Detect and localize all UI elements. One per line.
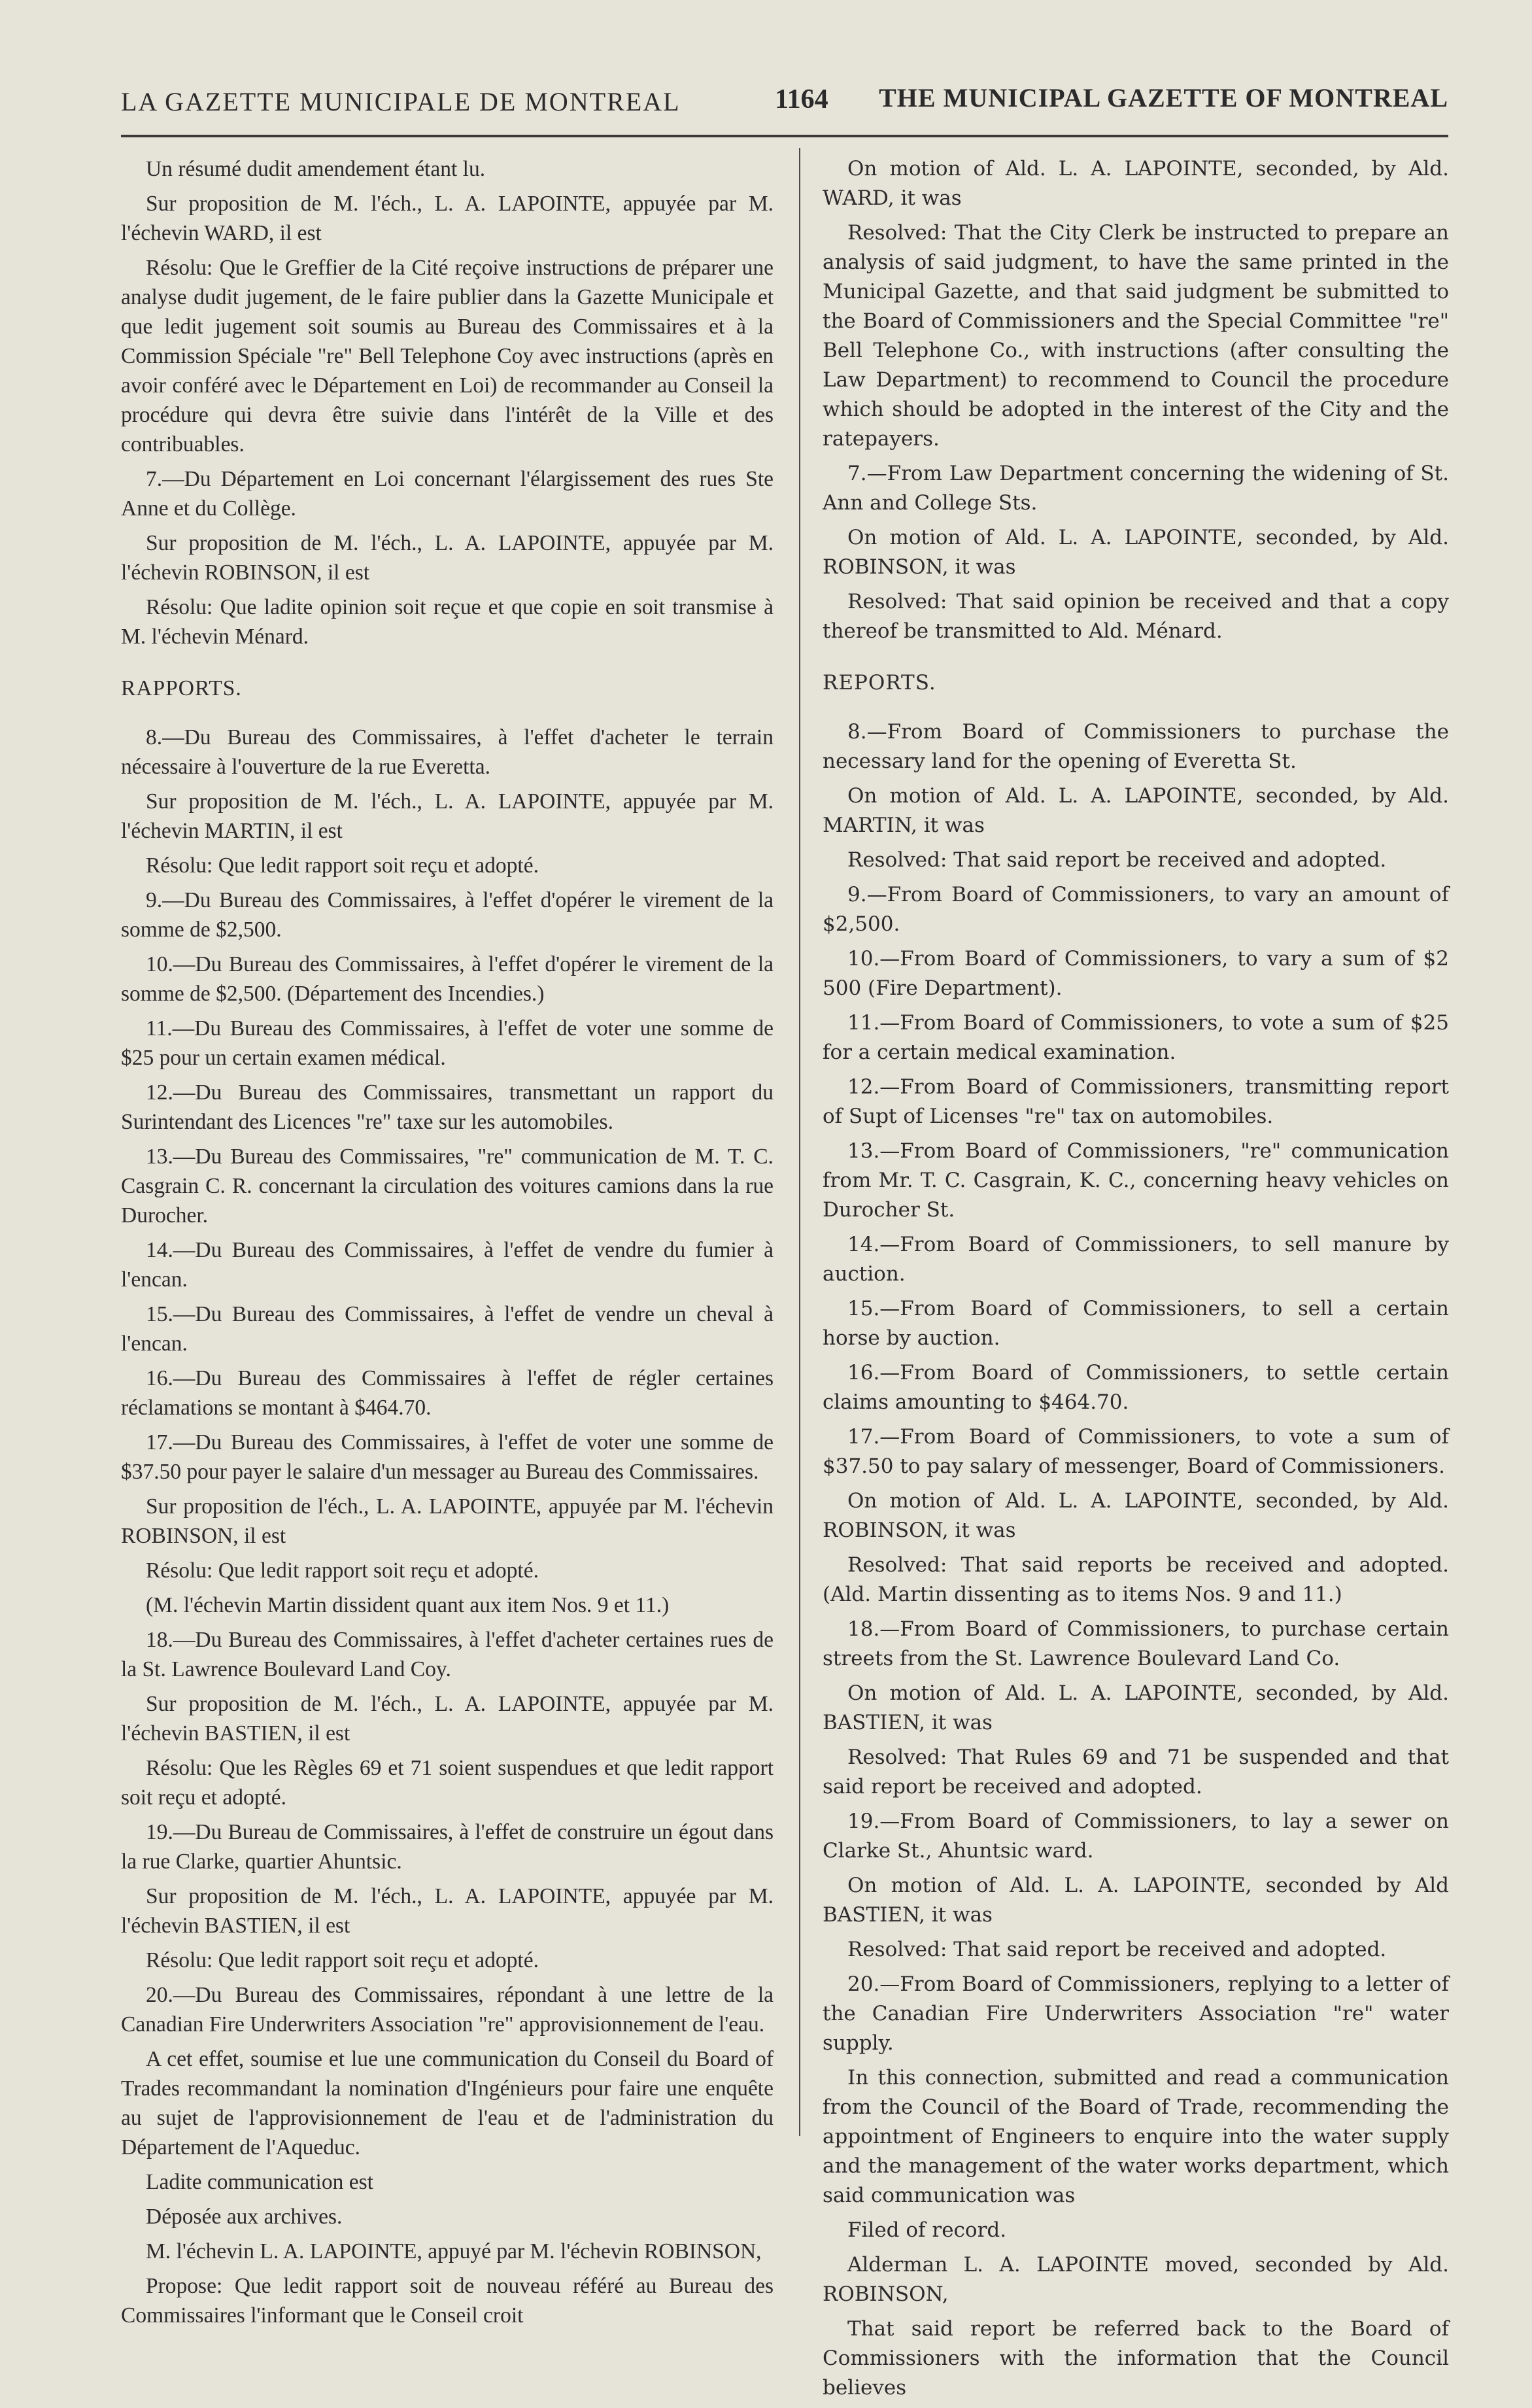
paragraph: Ladite communication est: [146, 2170, 373, 2194]
section-heading: REPORTS.: [823, 671, 936, 695]
paragraph: 9.—Du Bureau des Commissaires, à l'effet d'opérer le virement de la somme de $2,500.: [121, 888, 774, 942]
paragraph: On motion of Ald. L. A. LAPOINTE, seconded, by Ald. BASTIEN, it was: [823, 1681, 1449, 1734]
paragraph: Resolved: That said report be received and adopted.: [847, 848, 1387, 872]
paragraph: M. l'échevin L. A. LAPOINTE, appuyé par M. l'échevin ROBINSON,: [146, 2239, 762, 2263]
page-header: [121, 77, 1448, 129]
paragraph: 13.—From Board of Commissioners, "re" communication from Mr. T. C. Casgrain, K. C., concerning heavy vehicles on Durocher St.: [823, 1139, 1449, 1222]
page-number: 1164: [775, 84, 828, 114]
paragraph: 10.—From Board of Commissioners, to vary a sum of $2 500 (Fire Department).: [823, 947, 1449, 1000]
header-rule: [121, 135, 1448, 137]
paragraph: 15.—Du Bureau des Commissaires, à l'effet de vendre un cheval à l'encan.: [121, 1302, 774, 1356]
paragraph: On motion of Ald. L. A. LAPOINTE, seconded, by Ald. MARTIN, it was: [823, 784, 1449, 837]
paragraph: 11.—From Board of Commissioners, to vote a sum of $25 for a certain medical examination.: [823, 1011, 1449, 1064]
paragraph: Resolved: That Rules 69 and 71 be suspended and that said report be received and adopted.: [823, 1746, 1449, 1798]
paragraph: 13.—Du Bureau des Commissaires, "re" communication de M. T. C. Casgrain C. R. concernant la circulation des voitures camions dans la rue Durocher.: [121, 1144, 774, 1228]
paragraph: (M. l'échevin Martin dissident quant aux item Nos. 9 et 11.): [146, 1593, 670, 1617]
paragraph: 18.—From Board of Commissioners, to purchase certain streets from the St. Lawrence Boulevard Land Co.: [823, 1617, 1449, 1670]
paragraph: Resolved: That said opinion be received and that a copy thereof be transmitted to Ald. Ménard.: [823, 590, 1449, 643]
paragraph: 10.—Du Bureau des Commissaires, à l'effet d'opérer le virement de la somme de $2,500. (Département des Incendies.): [121, 952, 774, 1006]
paragraph: 16.—From Board of Commissioners, to settle certain claims amounting to $464.70.: [823, 1361, 1449, 1414]
paragraph: 8.—From Board of Commissioners to purchase the necessary land for the opening of Everetta St.: [823, 720, 1449, 773]
paragraph: 14.—Du Bureau des Commissaires, à l'effet de vendre du fumier à l'encan.: [121, 1238, 774, 1292]
header-french-title: LA GAZETTE MUNICIPALE DE MONTREAL: [121, 87, 681, 116]
paragraph: That said report be referred back to the Board of Commissioners with the information that the Council believes: [823, 2317, 1449, 2399]
french-column: [121, 154, 774, 2335]
paragraph: Résolu: Que les Règles 69 et 71 soient suspendues et que ledit rapport soit reçu et adopté.: [121, 1756, 774, 1810]
column-divider: [799, 148, 800, 2136]
paragraph: Sur proposition de M. l'éch., L. A. LAPOINTE, appuyée par M. l'échevin WARD, il est: [121, 192, 774, 245]
paragraph: On motion of Ald. L. A. LAPOINTE, seconded, by Ald. WARD, it was: [823, 157, 1449, 210]
paragraph: 17.—Du Bureau des Commissaires, à l'effet de voter une somme de $37.50 pour payer le salaire d'un messager au Bureau des Commissaires.: [121, 1430, 774, 1484]
paragraph: Sur proposition de M. l'éch., L. A. LAPOINTE, appuyée par M. l'échevin BASTIEN, il est: [121, 1884, 774, 1938]
paragraph: 7.—From Law Department concerning the widening of St. Ann and College Sts.: [823, 462, 1449, 515]
paragraph: 11.—Du Bureau des Commissaires, à l'effet de voter une somme de $25 pour un certain examen médical.: [121, 1016, 774, 1070]
paragraph: 12.—From Board of Commissioners, transmitting report of Supt of Licenses "re" tax on automobiles.: [823, 1075, 1449, 1128]
paragraph: Resolved: That said report be received and adopted.: [847, 1938, 1387, 1961]
paragraph: In this connection, submitted and read a communication from the Council of the Board of Trade, recommending the appointment of Engineers to enquire into the water supply and the management of the water works department, which said communication was: [823, 2066, 1449, 2207]
paragraph: 15.—From Board of Commissioners, to sell a certain horse by auction.: [823, 1297, 1449, 1350]
paragraph: Resolved: That the City Clerk be instructed to prepare an analysis of said judgment, to have the same printed in the Municipal Gazette, and that said judgment be submitted to the Board of Commissioners and the Special Committee "re" Bell Telephone Co., with instructions (after consulting the Law Department) to recommend to Council the procedure which should be adopted in the interest of the City and the ratepayers.: [823, 221, 1449, 451]
paragraph: Sur proposition de M. l'éch., L. A. LAPOINTE, appuyée par M. l'échevin BASTIEN, il est: [121, 1692, 774, 1746]
paragraph: Propose: Que ledit rapport soit de nouveau référé au Bureau des Commissaires l'informant que le Conseil croit: [121, 2274, 774, 2328]
paragraph: 19.—Du Bureau de Commissaires, à l'effet de construire un égout dans la rue Clarke, quartier Ahuntsic.: [121, 1820, 774, 1874]
paragraph: Sur proposition de l'éch., L. A. LAPOINTE, appuyée par M. l'échevin ROBINSON, il est: [121, 1494, 774, 1548]
paragraph: Résolu: Que ledit rapport soit reçu et adopté.: [146, 853, 539, 878]
paragraph: Filed of record.: [847, 2218, 1007, 2242]
paragraph: 18.—Du Bureau des Commissaires, à l'effet d'acheter certaines rues de la St. Lawrence Boulevard Land Coy.: [121, 1628, 774, 1681]
paragraph: 19.—From Board of Commissioners, to lay a sewer on Clarke St., Ahuntsic ward.: [823, 1810, 1449, 1863]
paragraph: 17.—From Board of Commissioners, to vote a sum of $37.50 to pay salary of messenger, Board of Commissioners.: [823, 1425, 1449, 1478]
paragraph: Déposée aux archives.: [146, 2205, 343, 2229]
paragraph: A cet effet, soumise et lue une communication du Conseil du Board of Trades recommandant la nomination d'Ingénieurs pour faire une enquête au sujet de l'approvisionnement de l'eau et de l'administration du Département de l'Aqueduc.: [121, 2047, 774, 2159]
paragraph: 16.—Du Bureau des Commissaires à l'effet de régler certaines réclamations se montant à $464.70.: [121, 1366, 774, 1420]
paragraph: Résolu: Que ledit rapport soit reçu et adopté.: [146, 1948, 539, 1972]
paragraph: On motion of Ald. L. A. LAPOINTE, seconded, by Ald. ROBINSON, it was: [823, 1489, 1449, 1542]
paragraph: 20.—From Board of Commissioners, replying to a letter of the Canadian Fire Underwriters Association "re" water supply.: [823, 1972, 1449, 2055]
paragraph: 8.—Du Bureau des Commissaires, à l'effet d'acheter le terrain nécessaire à l'ouverture de la rue Everetta.: [121, 725, 774, 779]
paragraph: Resolved: That said reports be received and adopted. (Ald. Martin dissenting as to items Nos. 9 and 11.): [823, 1553, 1449, 1606]
paragraph: 14.—From Board of Commissioners, to sell manure by auction.: [823, 1233, 1449, 1286]
paragraph: Sur proposition de M. l'éch., L. A. LAPOINTE, appuyée par M. l'échevin MARTIN, il est: [121, 789, 774, 843]
paragraph: 20.—Du Bureau des Commissaires, répondant à une lettre de la Canadian Fire Underwriters Association "re" approvisionnement de l'eau.: [121, 1983, 774, 2037]
header-english-title: THE MUNICIPAL GAZETTE OF MONTREAL: [879, 83, 1448, 112]
paragraph: On motion of Ald. L. A. LAPOINTE, seconded by Ald BASTIEN, it was: [823, 1874, 1449, 1927]
paragraph: Sur proposition de M. l'éch., L. A. LAPOINTE, appuyée par M. l'échevin ROBINSON, il est: [121, 531, 774, 585]
paragraph: Alderman L. A. LAPOINTE moved, seconded by Ald. ROBINSON,: [823, 2253, 1449, 2306]
paragraph: Résolu: Que ledit rapport soit reçu et adopté.: [146, 1558, 539, 1583]
paragraph: 12.—Du Bureau des Commissaires, transmettant un rapport du Surintendant des Licences "re" taxe sur les automobiles.: [121, 1080, 774, 1134]
paragraph: On motion of Ald. L. A. LAPOINTE, seconded, by Ald. ROBINSON, it was: [823, 526, 1449, 579]
paragraph: Résolu: Que ladite opinion soit reçue et que copie en soit transmise à M. l'échevin Ménard.: [121, 595, 774, 649]
paragraph: 9.—From Board of Commissioners, to vary an amount of $2,500.: [823, 883, 1449, 936]
english-column: [823, 154, 1449, 2408]
paragraph: Résolu: Que le Greffier de la Cité reçoive instructions de préparer une analyse dudit jugement, de le faire publier dans la Gazette Municipale et que ledit jugement soit soumis au Bureau des Commissaires et à la Commission Spéciale "re" Bell Telephone Coy avec instructions (après en avoir conféré avec le Département en Loi) de recommander au Conseil la procédure qui devra être suivie dans l'intérêt de la Ville et des contribuables.: [121, 256, 774, 456]
section-heading: RAPPORTS.: [121, 676, 242, 700]
paragraph: 7.—Du Département en Loi concernant l'élargissement des rues Ste Anne et du Collège.: [121, 467, 774, 521]
paragraph: Un résumé dudit amendement étant lu.: [146, 157, 486, 181]
